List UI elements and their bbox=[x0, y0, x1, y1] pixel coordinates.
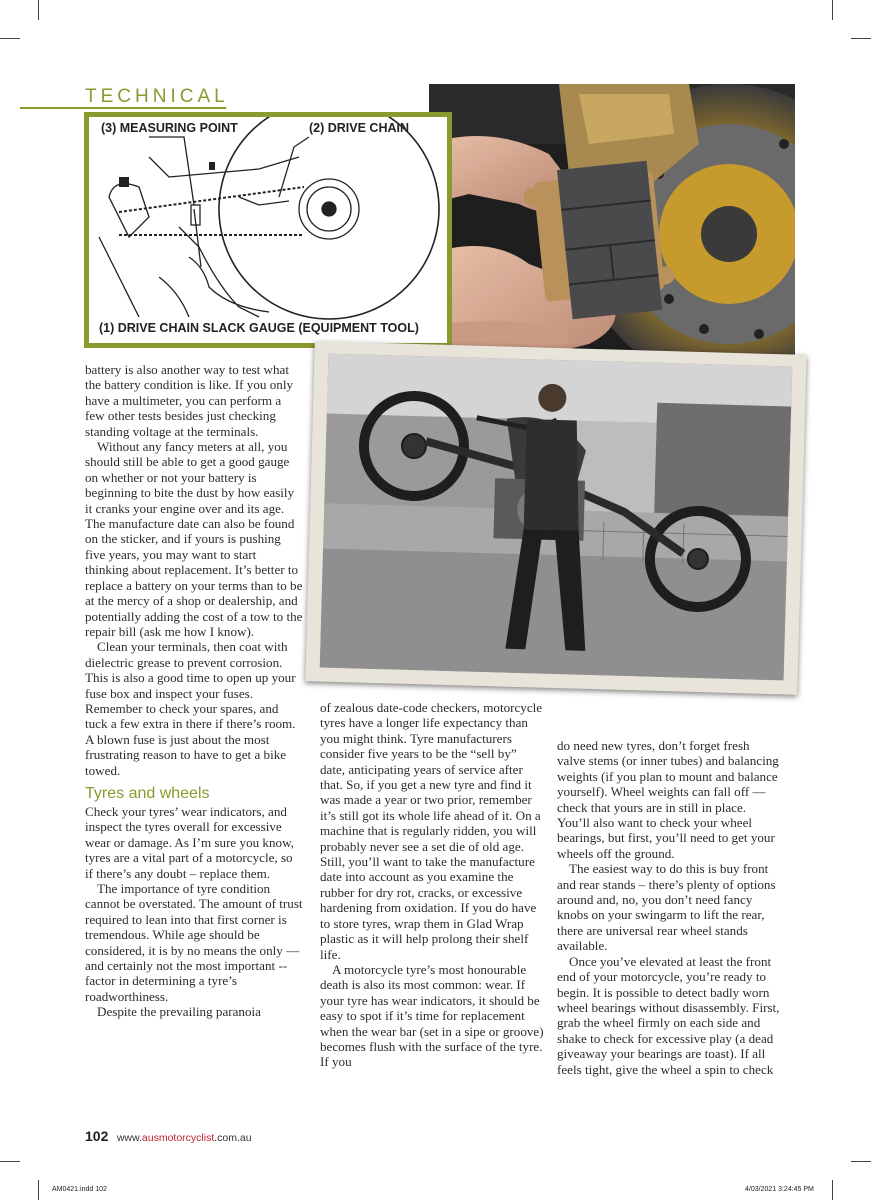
crop-mark bbox=[38, 1180, 39, 1200]
section-rule bbox=[20, 107, 226, 109]
paragraph: of zealous date-code checkers, motorcycle tyres have a longer life expectancy than you might think. Tyre manufacturers consider five years to be the “sell by” date, anticipating years of service after that. So, if you get a new tyre and find it was made a year or two prior, remember it’s still got its whole life ahead of it. On a machine that is regularly ridden, you will probably never see a set die of old age. Still, you’ll want to take the manufacture date into account as you examine the rubber for dry rot, cracks, or excessive hardening from oxidation. If you do have to store tyres, wrap them in Glad Wrap plastic as it will help prolong their shelf life. bbox=[320, 700, 543, 962]
brake-pad-photo bbox=[429, 84, 795, 388]
brake-pad-illustration bbox=[429, 84, 795, 388]
paragraph: battery is also another way to test what the battery condition is like. If you only have a multimeter, you can perform a few other tests besides just checking standing voltage at the terminals. bbox=[85, 362, 294, 439]
diagram-label-drive-chain: (2) DRIVE CHAIN bbox=[309, 121, 410, 135]
diagram-label-measuring-point: (3) MEASURING POINT bbox=[101, 121, 238, 135]
paragraph: The importance of tyre condition cannot be overstated. The amount of trust required to lean into that first corner is tremendous. While age should be considered, it is by no means the only — and certainly not the most important -- factor in determining a tyre’s roadworthiness. bbox=[85, 881, 303, 1004]
text-column-1 bbox=[85, 362, 303, 1020]
chain-slack-diagram bbox=[84, 112, 452, 348]
text-column-2 bbox=[320, 700, 545, 1070]
paragraph: Clean your terminals, then coat with dielectric grease to prevent corrosion. This is also a good time to open up your fuse box and inspect your fuses. Remember to check your spares, and tuck a few extra in there if there’s room. A blown fuse is just about the most frustrating reason to have to get a bike towed. bbox=[85, 639, 296, 778]
url-suffix: .com.au bbox=[214, 1132, 252, 1144]
website-url[interactable] bbox=[117, 1132, 252, 1144]
crop-mark bbox=[832, 0, 833, 20]
crop-mark bbox=[0, 38, 20, 39]
paragraph: Once you’ve elevated at least the front end of your motorcycle, you’re ready to begin. It is possible to detect badly worn wheel bearings without disassembly. First, grab the wheel firmly on each side and shake to check for excessive play (a dead giveaway your bearings are toast). If all feels tight, give the wheel a spin to check bbox=[557, 953, 780, 1077]
crop-mark bbox=[38, 0, 39, 20]
crop-mark bbox=[851, 38, 871, 39]
paragraph: Despite the prevailing paranoia bbox=[97, 1004, 261, 1020]
vintage-motorcycle-illustration bbox=[320, 354, 793, 681]
crop-mark bbox=[851, 1161, 871, 1162]
page-footer bbox=[85, 1128, 252, 1146]
chain-slack-illustration bbox=[89, 117, 447, 343]
subheading-tyres-and-wheels: Tyres and wheels bbox=[85, 784, 210, 802]
slug-filename: AM0421.indd 102 bbox=[52, 1186, 107, 1193]
url-prefix: www. bbox=[116, 1132, 142, 1144]
url-highlight: ausmotorcyclist bbox=[141, 1132, 215, 1144]
text-column-3 bbox=[557, 738, 781, 1077]
paragraph: do need new tyres, don’t forget fresh valve stems (or inner tubes) and balancing weights (if you plan to mount and balance yourself). Wheel weights can fall off — check that yours are in still in place. You’ll also want to check your wheel bearings, but first, you’ll need to get your wheels off the ground. bbox=[557, 738, 779, 861]
diagram-label-slack-gauge: (1) DRIVE CHAIN SLACK GAUGE (EQUIPMENT TOOL) bbox=[99, 321, 419, 335]
paragraph: Check your tyres’ wear indicators, and inspect the tyres overall for excessive wear or damage. As I’m sure you know, tyres are a vital part of a motorcycle, so if there’s any doubt – replace them. bbox=[85, 803, 294, 881]
paragraph: Without any fancy meters at all, you should still be able to get a good gauge on whether or not your battery is beginning to bite the dust by how easily it cranks your engine over and its age. The manufacture date can also be found on the sticker, and if yours is pushing five years, you may want to start thinking about replacement. It’s better to replace a battery on your terms than to be at the mercy of a shop or dealership, and potentially adding the cost of a tow to the repair bill (ask me how I know). bbox=[85, 439, 303, 639]
paragraph: The easiest way to do this is buy front and rear stands – there’s plenty of options around and, no, you don’t need fancy knobs on your swingarm to lift the rear, there are universal rear wheel stands available. bbox=[557, 861, 776, 954]
crop-mark bbox=[832, 1180, 833, 1200]
crop-mark bbox=[0, 1161, 20, 1162]
slug-timestamp: 4/03/2021 3:24:45 PM bbox=[745, 1186, 814, 1193]
paragraph: A motorcycle tyre’s most honourable death is also its most common: wear. If your tyre has wear indicators, it should be easy to spot if it’s time for replacement when the wear bar (set in a sipe or groove) becomes flush with the surface of the tyre. If you bbox=[320, 961, 544, 1070]
section-label: TECHNICAL bbox=[85, 86, 229, 107]
page-number: 102 bbox=[85, 1128, 109, 1144]
vintage-motorcycle-photo bbox=[305, 341, 806, 695]
